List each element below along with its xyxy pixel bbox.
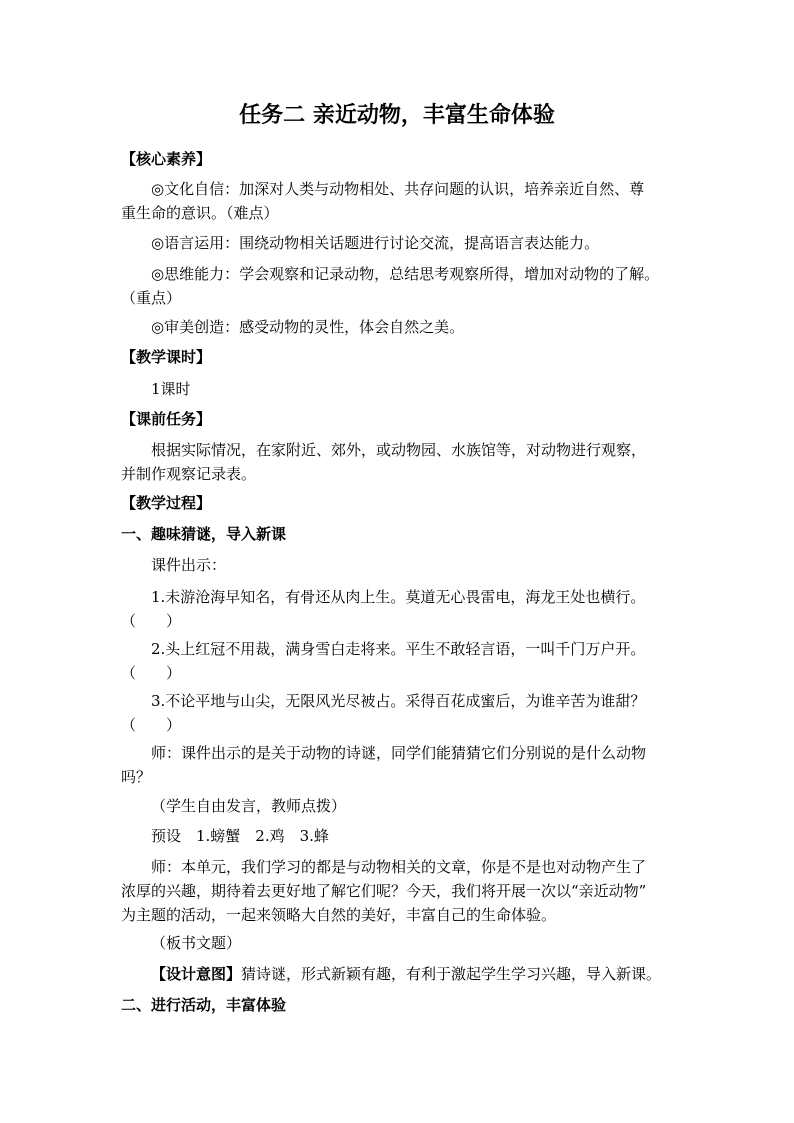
core-item-language: [121, 231, 681, 255]
core-item-language-line1: ◎语言运用：围绕动物相关话题进行讨论交流，提高语言表达能力。: [151, 234, 600, 252]
core-item-culture-line2: 重生命的意识。（难点）: [121, 204, 279, 222]
riddle-3-blank: （ ）: [121, 716, 182, 734]
section2-heading: 二、进行活动，丰富体验: [121, 996, 287, 1014]
class-hours-value: 1课时: [151, 380, 191, 398]
riddle-3: [121, 689, 681, 737]
core-item-thinking: [121, 262, 681, 310]
section1-heading: 一、趣味猜谜，导入新课: [121, 525, 287, 543]
students-note: （学生自由发言，教师点拨）: [151, 797, 347, 815]
pre-task-text: [121, 438, 681, 486]
core-item-culture-line1: ◎文化自信：加深对人类与动物相处、共存问题的认识，培养亲近自然、尊: [151, 180, 645, 198]
core-item-thinking-line2: （重点）: [121, 289, 182, 307]
design-intent: [121, 962, 681, 986]
riddle-1: [121, 585, 681, 633]
teacher-remark-1-line2: 吗？: [121, 768, 152, 786]
teacher-remark-1-line1: 师：课件出示的是关于动物的诗谜，同学们能猜猜它们分别说的是什么动物: [151, 744, 647, 762]
riddle-3-text: 3.不论平地与山尖，无限风光尽被占。采得百花成蜜后，为谁辛苦为谁甜？: [151, 692, 646, 710]
teacher-remark-1: [121, 741, 681, 789]
document-title: 任务二 亲近动物，丰富生命体验: [239, 103, 555, 128]
teacher-remark-2: [121, 855, 681, 927]
teacher-remark-2-line2: 浓厚的兴趣，期待着去更好地了解它们呢？今天，我们将开展一次以“亲近动物”: [121, 882, 647, 900]
pre-task-line1: 根据实际情况，在家附近、郊外，或动物园、水族馆等，对动物进行观察，: [151, 441, 647, 459]
riddle-2: [121, 637, 681, 685]
class-hours-heading: 【教学课时】: [121, 348, 212, 366]
teacher-remark-2-line3: 为主题的活动，一起来领略大自然的美好，丰富自己的生命体验。: [121, 906, 557, 924]
courseware-show: 课件出示：: [151, 556, 227, 574]
teacher-remark-2-line1: 师：本单元，我们学习的都是与动物相关的文章，你是不是也对动物产生了: [151, 858, 647, 876]
preset-answers: 预设 1.螃蟹 2.鸡 3.蜂: [151, 827, 329, 845]
design-intent-text: 猜诗谜，形式新颖有趣，有利于激起学生学习兴趣，导入新课。: [241, 965, 662, 983]
design-intent-label: 【设计意图】: [151, 965, 242, 983]
core-item-thinking-line1: ◎思维能力：学会观察和记录动物，总结思考观察所得，增加对动物的了解。: [151, 265, 660, 283]
riddle-1-text: 1.未游沧海早知名，有骨还从肉上生。莫道无心畏雷电，海龙王处也横行。: [151, 588, 646, 606]
core-item-aesthetic-line1: ◎审美创造：感受动物的灵性，体会自然之美。: [151, 318, 465, 336]
core-literacy-heading: 【核心素养】: [121, 150, 212, 168]
process-heading: 【教学过程】: [121, 494, 212, 512]
pre-task-line2: 并制作观察记录表。: [121, 465, 257, 483]
riddle-2-text: 2.头上红冠不用裁，满身雪白走将来。平生不敢轻言语，一叫千门万户开。: [151, 640, 646, 658]
riddle-2-blank: （ ）: [121, 664, 182, 682]
board-note: （板书文题）: [151, 934, 242, 952]
riddle-1-blank: （ ）: [121, 612, 182, 630]
core-item-aesthetic: [121, 315, 681, 339]
core-item-culture: [121, 177, 681, 225]
pre-task-heading: 【课前任务】: [121, 410, 212, 428]
